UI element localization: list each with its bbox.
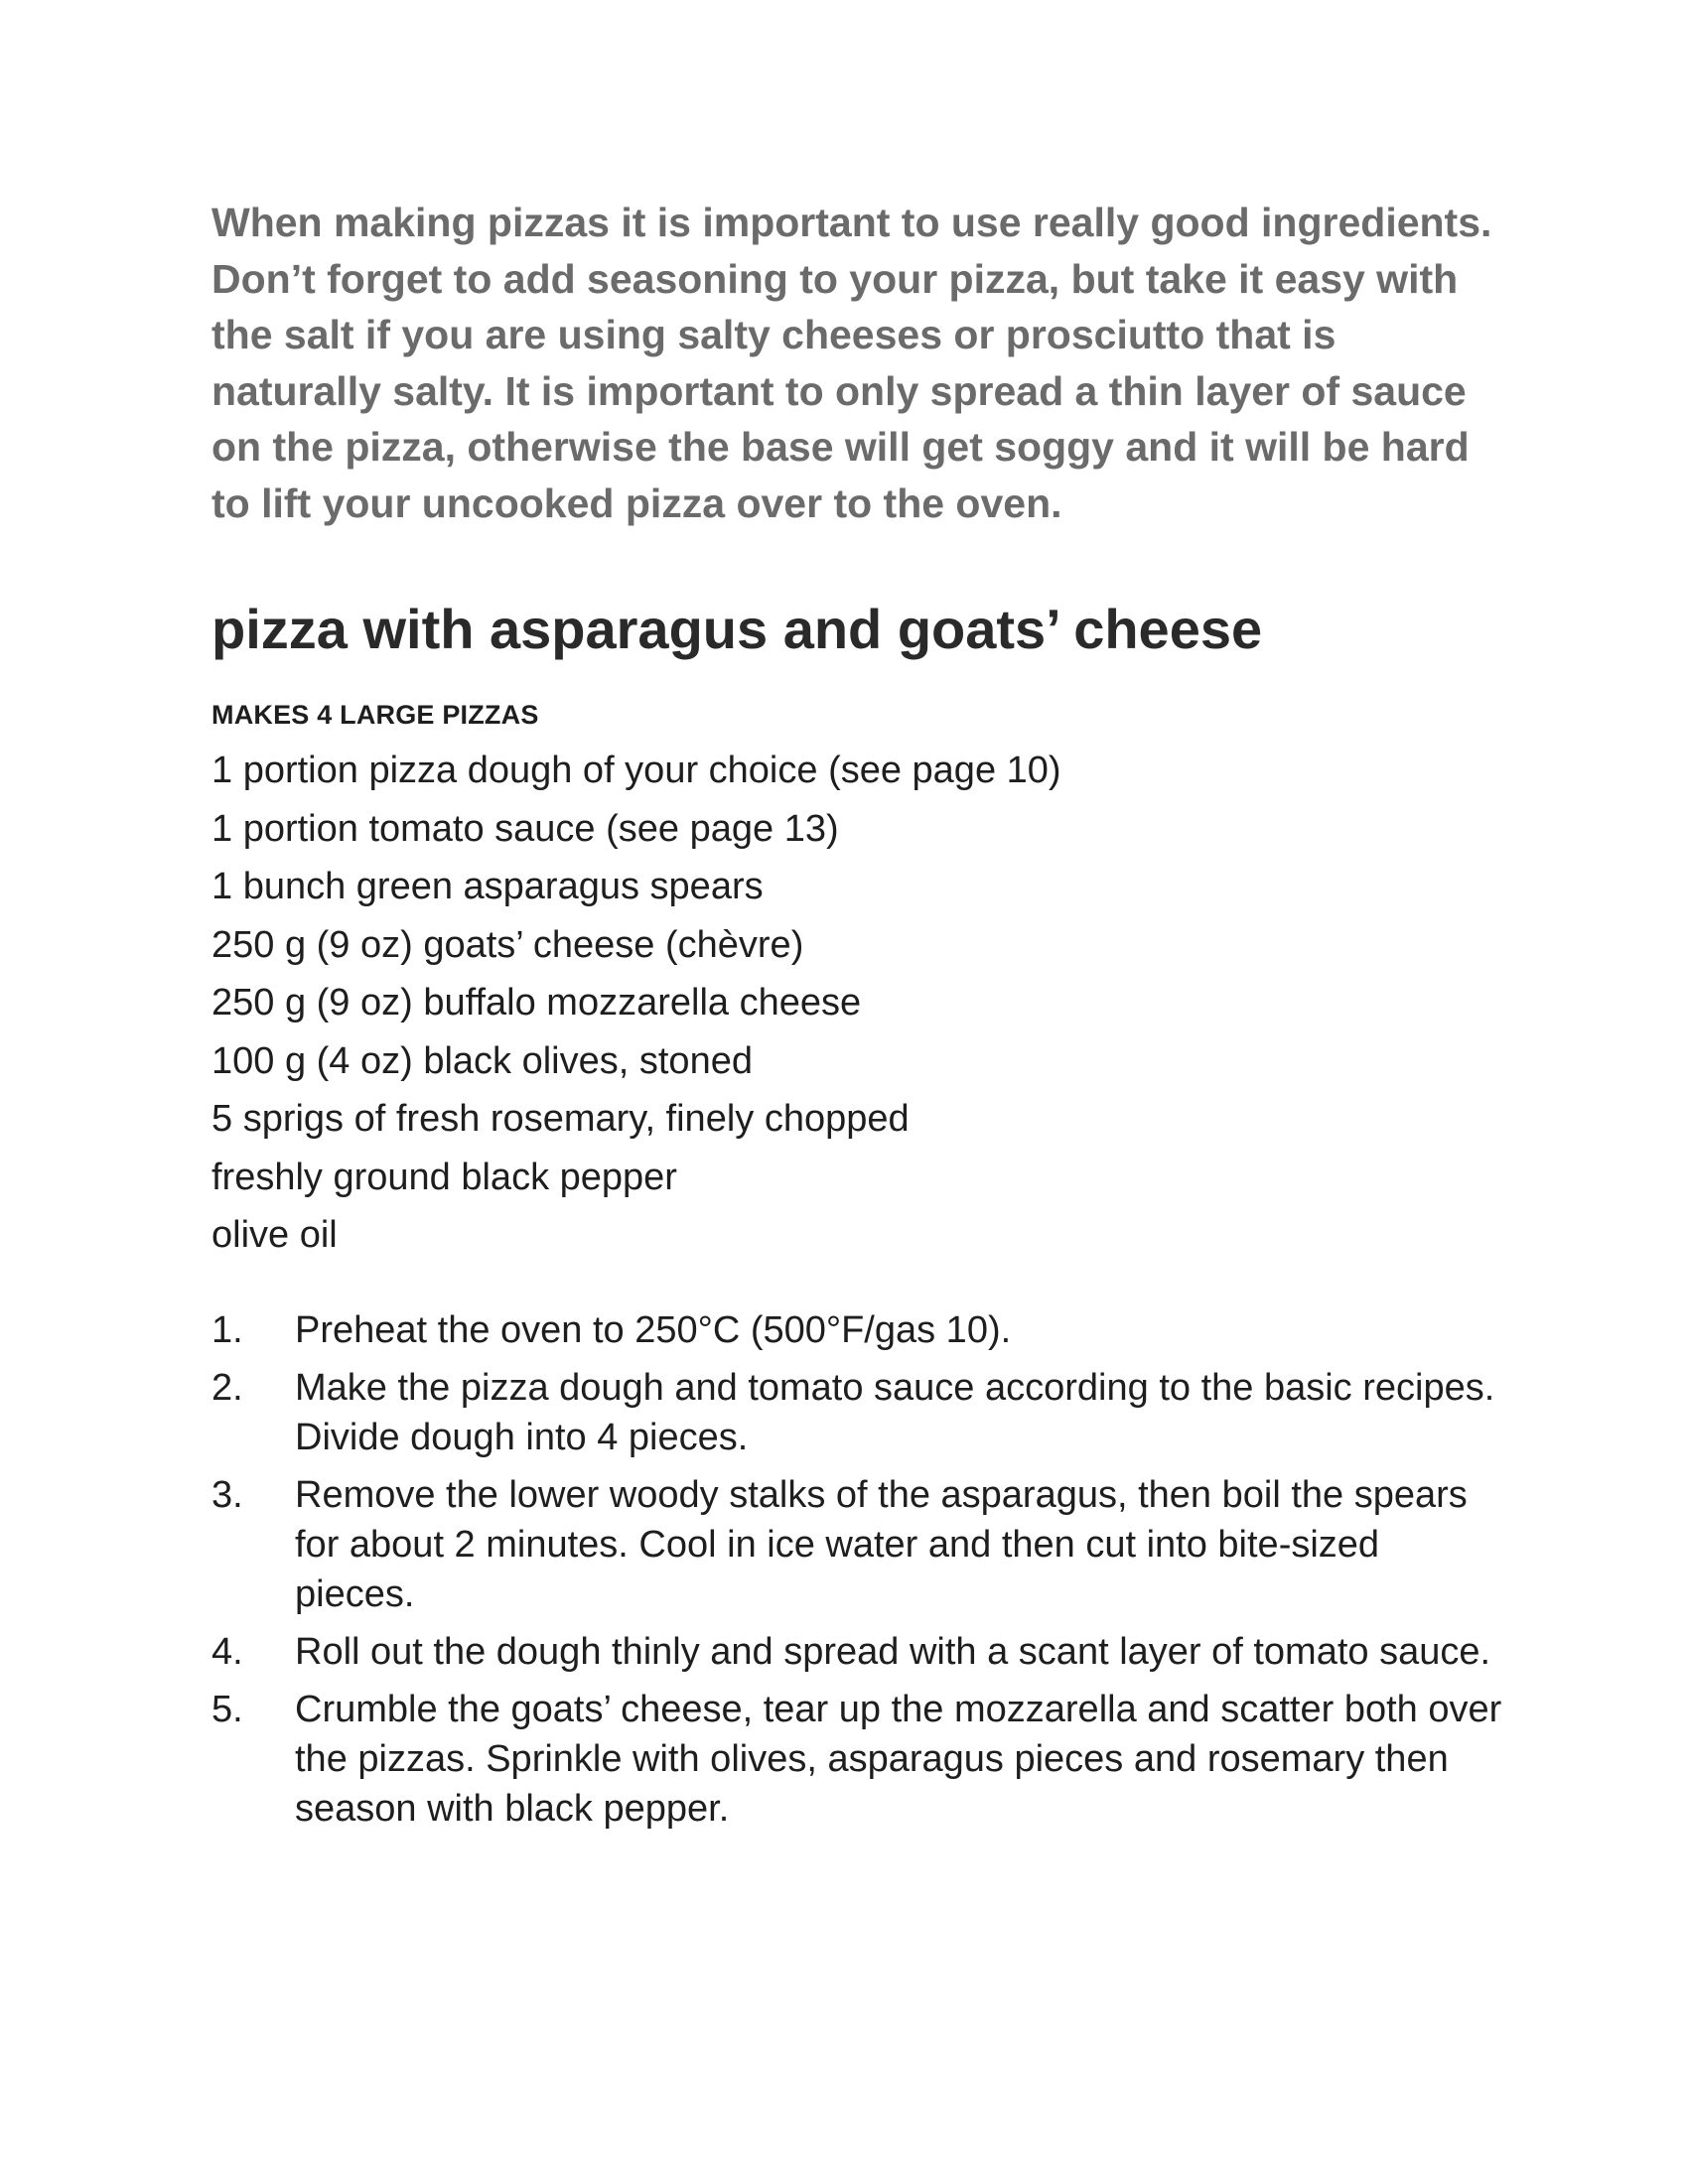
ingredient-item: freshly ground black pepper	[211, 1156, 677, 1198]
intro-paragraph: When making pizzas it is important to use really good ingredients. Don’t forget to add seasoning to your pizza, but take it easy with the salt if you are using salty cheeses or prosciutto that is naturally salty. It is important to only spread a thin layer of sauce on the pizza, otherwise the base will get soggy and it will be hard to lift your uncooked pizza over to the oven.	[211, 200, 1492, 526]
ingredient-item: olive oil	[211, 1214, 338, 1256]
step-number: 1.	[211, 1308, 243, 1351]
ingredient-item: 100 g (4 oz) black olives, stoned	[211, 1039, 753, 1082]
recipe-title: pizza with asparagus and goats’ cheese	[211, 598, 1263, 660]
method-step	[211, 1363, 1502, 1462]
method-step	[211, 1470, 1502, 1619]
ingredient-item: 1 portion pizza dough of your choice (see page 10)	[211, 750, 1061, 791]
step-text: Preheat the oven to 250°C (500°F/gas 10).	[295, 1308, 1012, 1351]
step-number: 4.	[211, 1630, 243, 1673]
recipe-page	[211, 195, 1502, 1842]
step-number: 2.	[211, 1366, 243, 1409]
step-number: 5.	[211, 1688, 243, 1730]
method-step	[211, 1305, 1502, 1355]
step-text: Roll out the dough thinly and spread with a scant layer of tomato sauce.	[295, 1630, 1491, 1673]
ingredient-item: 250 g (9 oz) buffalo mozzarella cheese	[211, 982, 862, 1024]
ingredient-list	[211, 742, 1502, 1265]
step-text: Crumble the goats’ cheese, tear up the mozzarella and scatter both over the pizzas. Sprinkle with olives, asparagus pieces and rosemary then season with black pepper.	[295, 1688, 1502, 1830]
ingredient-item: 1 portion tomato sauce (see page 13)	[211, 807, 839, 850]
step-number: 3.	[211, 1473, 243, 1516]
step-text: Remove the lower woody stalks of the asparagus, then boil the spears for about 2 minutes. Cool in ice water and then cut into bite-sized pieces.	[295, 1473, 1468, 1615]
ingredient-item: 250 g (9 oz) goats’ cheese (chèvre)	[211, 923, 804, 966]
step-text: Make the pizza dough and tomato sauce according to the basic recipes. Divide dough into 4 pieces.	[295, 1366, 1495, 1458]
method-step	[211, 1627, 1502, 1677]
ingredient-item: 5 sprigs of fresh rosemary, finely chopped	[211, 1098, 910, 1140]
recipe-yield: MAKES 4 LARGE PIZZAS	[211, 700, 539, 730]
method-steps	[211, 1305, 1502, 1834]
ingredient-item: 1 bunch green asparagus spears	[211, 866, 764, 907]
method-step	[211, 1685, 1502, 1834]
